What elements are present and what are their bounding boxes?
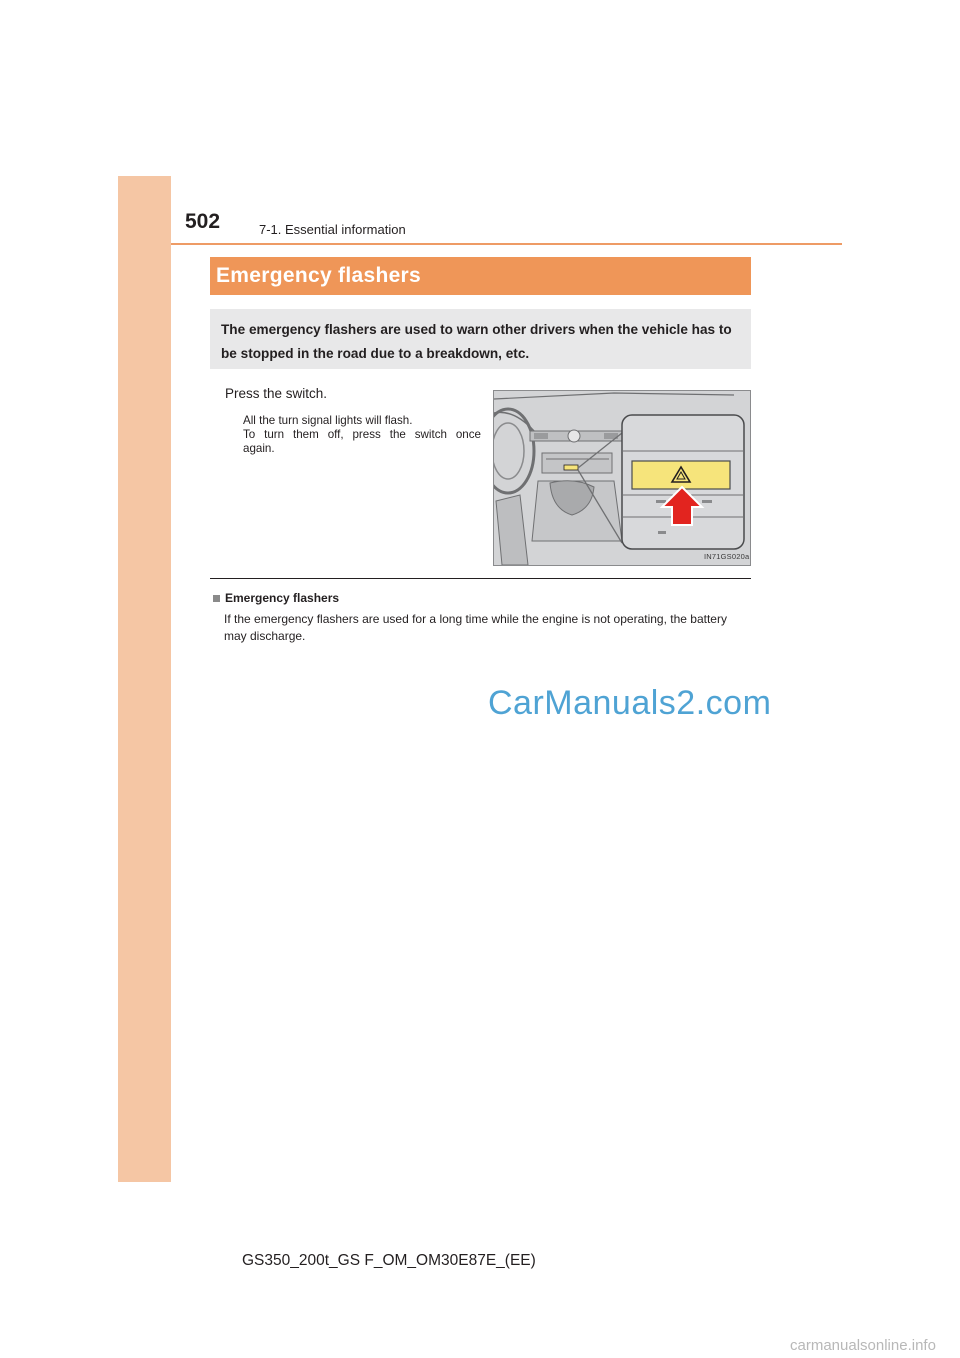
step-instruction: Press the switch. bbox=[225, 386, 328, 401]
note-heading-text: Emergency flashers bbox=[225, 591, 340, 605]
watermark: CarManuals2.com bbox=[488, 684, 772, 722]
step-detail-line: To turn them off, press the switch once bbox=[243, 428, 481, 441]
footer-doc-code: GS350_200t_GS F_OM_OM30E87E_(EE) bbox=[242, 1252, 536, 1269]
page-title: Emergency flashers bbox=[216, 264, 422, 287]
note-body: If the emergency flashers are used for a long time while the engine is not operating, the battery may discharge. bbox=[224, 612, 727, 643]
dashboard-drawing bbox=[494, 391, 750, 565]
square-bullet-icon bbox=[213, 595, 220, 602]
footer-site-mark: carmanualsonline.info bbox=[790, 1337, 936, 1354]
intro-text: The emergency flashers are used to warn other drivers when the vehicle has to be stopped in the road due to a breakdown, etc. bbox=[221, 322, 732, 361]
section-reference: 7-1. Essential information bbox=[259, 222, 406, 237]
side-tab-band bbox=[118, 176, 171, 1182]
section-title-bar bbox=[210, 257, 751, 295]
intro-box bbox=[210, 309, 751, 369]
step-detail-line: again. bbox=[243, 442, 275, 455]
page-number: 502 bbox=[185, 210, 221, 233]
note-heading bbox=[213, 591, 748, 605]
step-detail-line: All the turn signal lights will flash. bbox=[243, 414, 413, 427]
step-detail bbox=[243, 414, 481, 456]
note-block bbox=[213, 591, 748, 645]
figure-code: IN71GS020a bbox=[704, 552, 750, 561]
section-divider bbox=[210, 578, 751, 579]
header-rule bbox=[171, 243, 842, 245]
page-header bbox=[171, 207, 842, 247]
dashboard-illustration bbox=[493, 390, 751, 566]
